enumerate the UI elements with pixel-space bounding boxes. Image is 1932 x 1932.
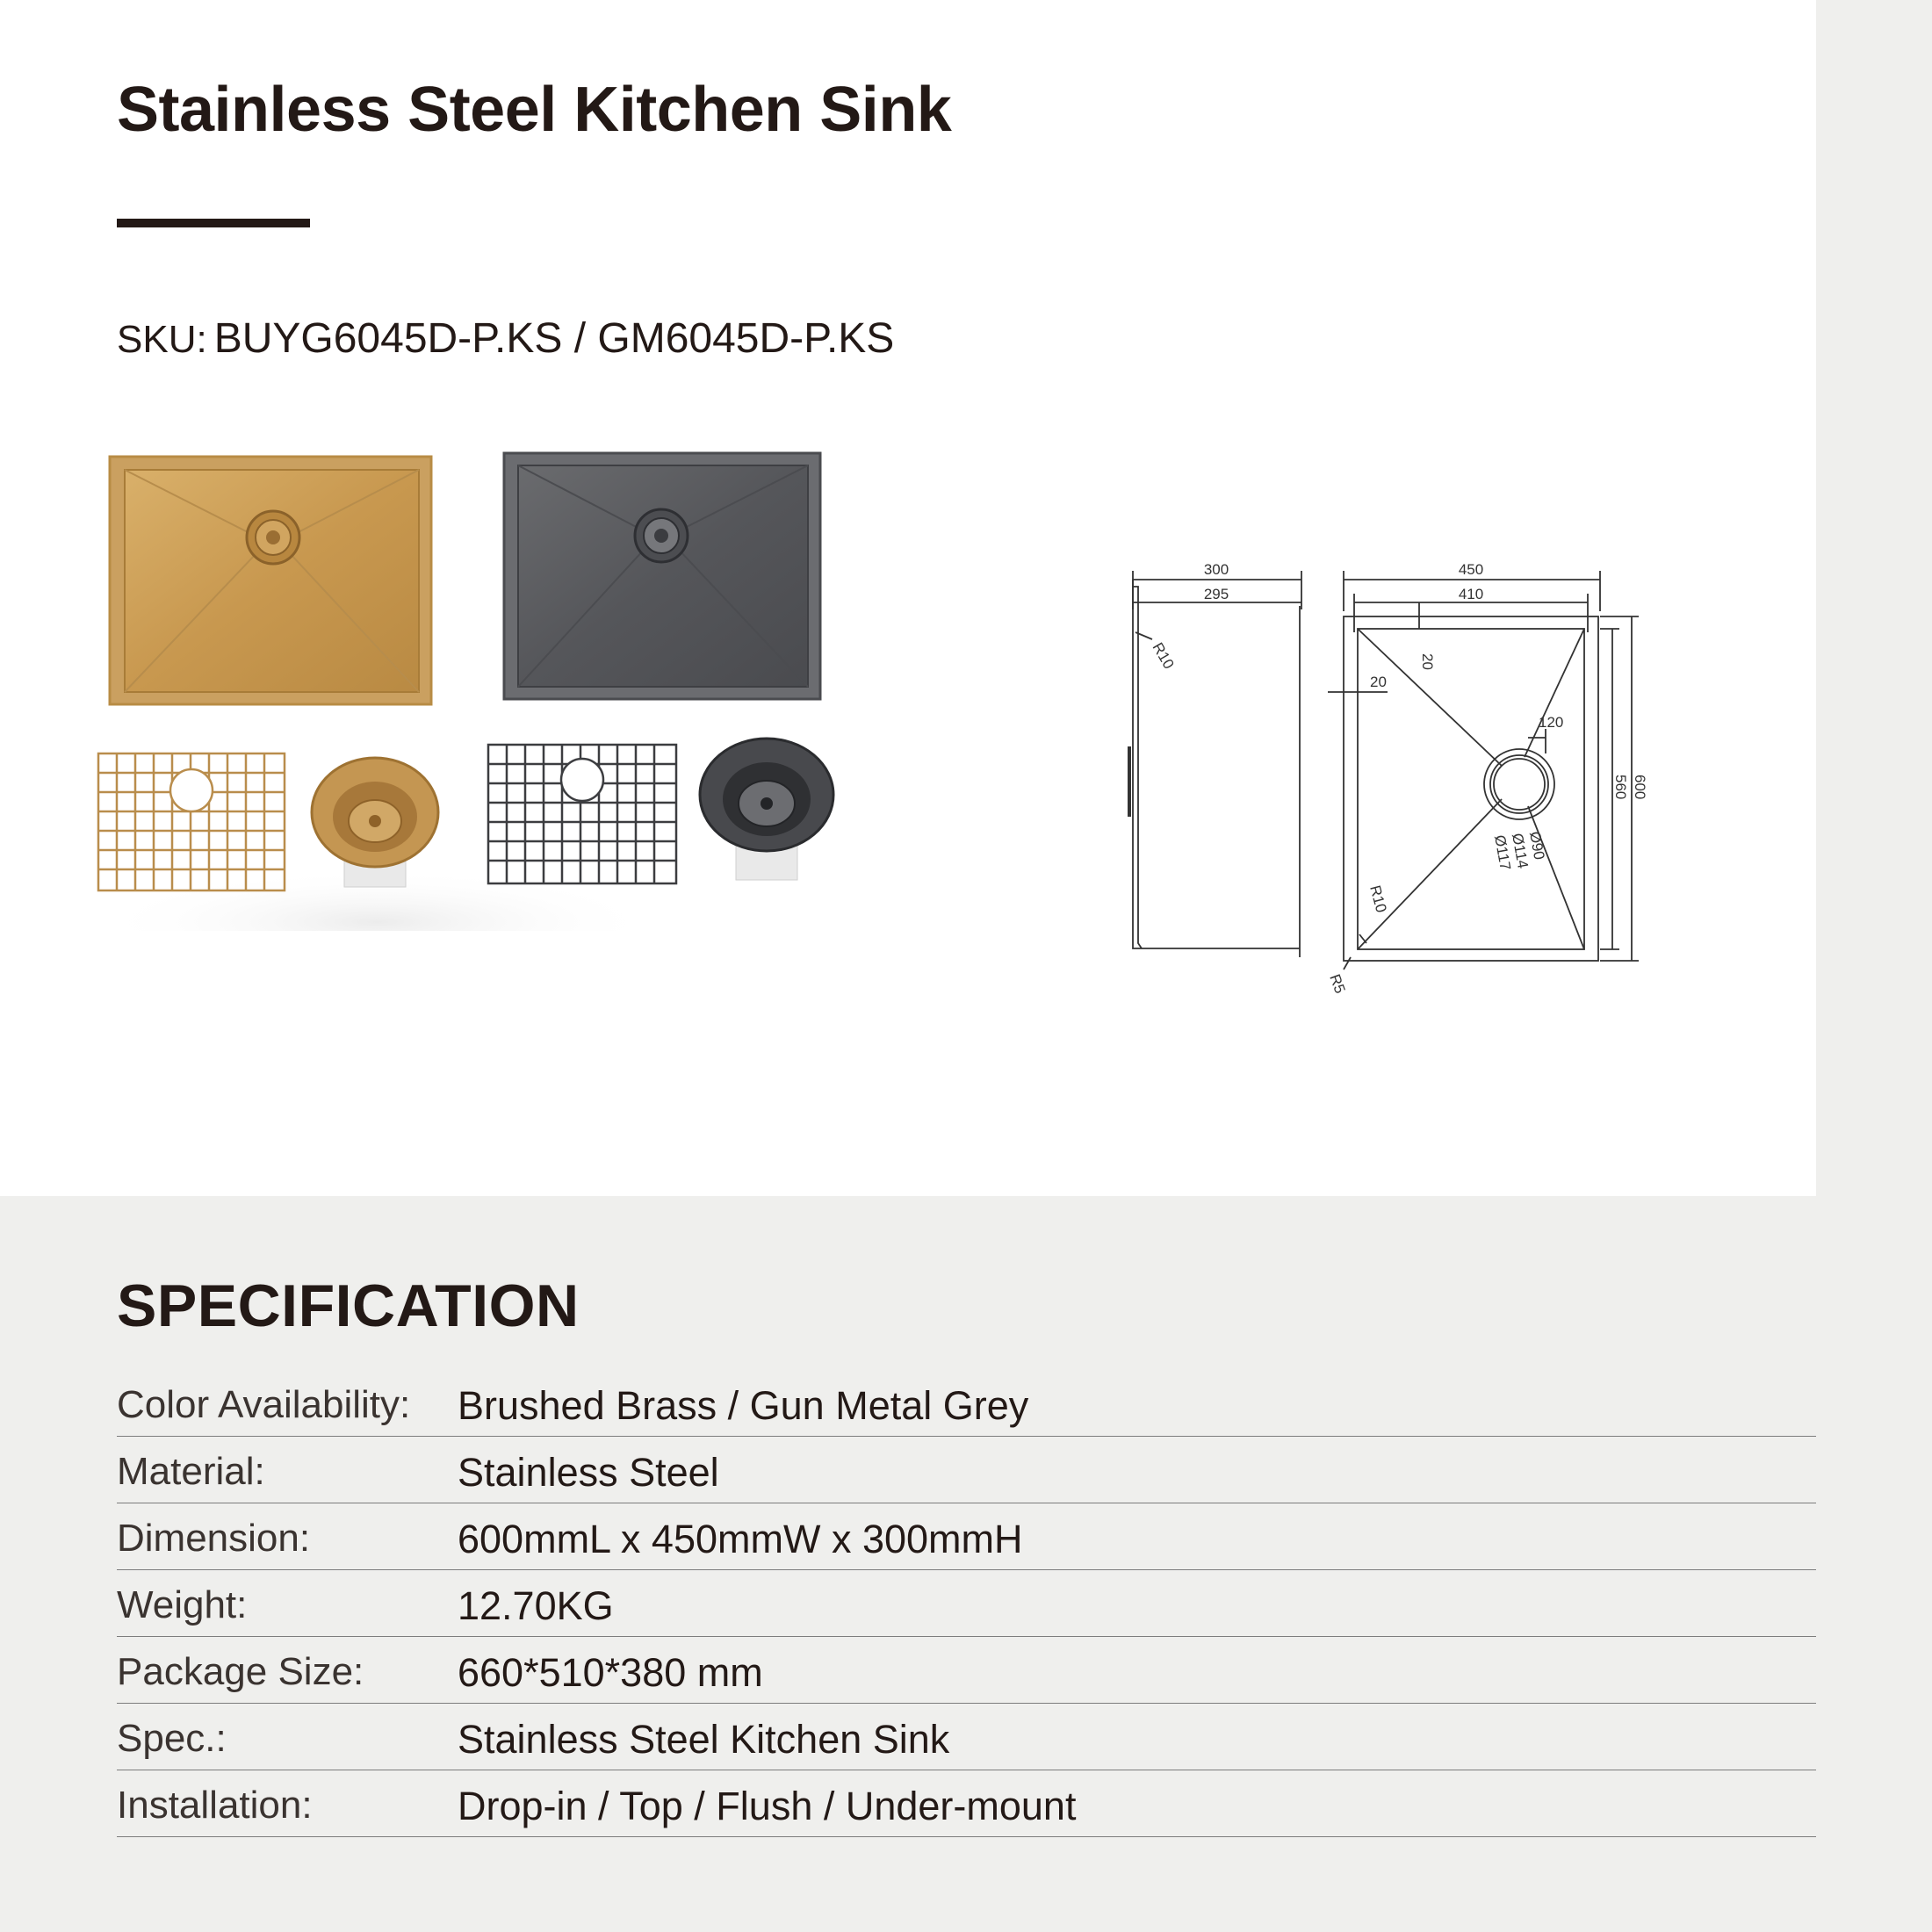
spec-title: SPECIFICATION [117,1272,580,1339]
sku-label: SKU: [117,318,207,361]
spec-row [117,1704,1816,1770]
spec-row [117,1770,1816,1837]
dim-120: 120 [1539,714,1564,731]
spec-row [117,1370,1816,1437]
gunmetal-strainer-image [700,739,833,880]
spec-label: Color Availability: [117,1383,411,1426]
dim-20-top: 20 [1419,653,1436,670]
brass-strainer-image [312,758,438,887]
spec-row [117,1503,1816,1570]
gunmetal-grid-image [488,745,676,883]
dim-r5: R5 [1326,971,1349,996]
spec-row [117,1437,1816,1503]
spec-row [117,1570,1816,1637]
spec-label: Installation: [117,1784,313,1827]
dim-560: 560 [1612,775,1629,800]
spec-label: Weight: [117,1583,248,1626]
spec-value: Stainless Steel Kitchen Sink [458,1717,950,1762]
spec-table [117,1370,1816,1837]
spec-label: Spec.: [117,1717,227,1760]
spec-label: Package Size: [117,1650,364,1693]
spec-value: 12.70KG [458,1583,614,1628]
spec-row [117,1637,1816,1704]
gunmetal-sink-image [504,453,820,699]
spec-label: Dimension: [117,1517,311,1560]
spec-value: Stainless Steel [458,1450,719,1495]
spec-value: Drop-in / Top / Flush / Under-mount [458,1784,1077,1828]
dim-phi117: Ø117 [1491,833,1514,872]
sku-line [117,314,894,363]
spec-value: 660*510*380 mm [458,1650,763,1695]
sku-value: BUYG6045D-P.KS / GM6045D-P.KS [213,315,895,362]
page-title: Stainless Steel Kitchen Sink [117,75,952,145]
dim-450: 450 [1458,561,1484,578]
dim-r10-plan: R10 [1366,883,1390,915]
spec-value: Brushed Brass / Gun Metal Grey [458,1383,1029,1428]
dim-410: 410 [1458,586,1484,602]
dim-600: 600 [1632,775,1648,800]
technical-drawing [1115,553,1660,1001]
dim-phi114: Ø114 [1509,832,1532,870]
side-margin [1816,0,1932,1932]
title-underline [117,219,310,227]
spec-value: 600mmL x 450mmW x 300mmH [458,1517,1023,1561]
spec-label: Material: [117,1450,265,1493]
brass-grid-image [98,753,285,890]
dim-r10-side: R10 [1149,639,1178,673]
brass-sink-image [110,457,431,704]
dim-300: 300 [1203,561,1229,578]
dim-20-left: 20 [1370,674,1387,690]
dim-phi90: Ø90 [1526,830,1548,861]
product-photos [88,439,878,931]
dim-295: 295 [1203,586,1229,602]
